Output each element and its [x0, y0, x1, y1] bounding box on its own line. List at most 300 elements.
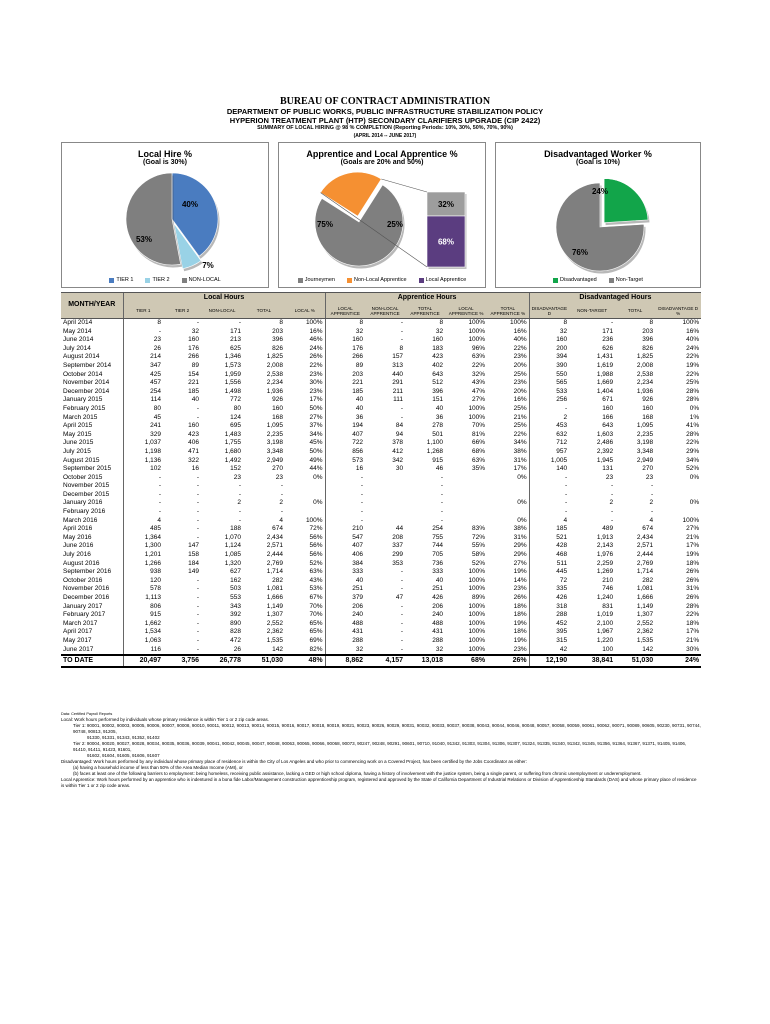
value-cell: 89: [325, 362, 365, 371]
data-label: 32%: [437, 200, 455, 209]
column-header: DISADVANTAGE D: [529, 303, 569, 319]
value-cell: 266: [188, 353, 199, 361]
value-cell: 25%: [513, 404, 527, 412]
value-cell: 1,967: [596, 628, 614, 636]
value-cell: -: [196, 413, 199, 421]
value-cell: 2: [649, 499, 654, 507]
value-cell: 957: [529, 448, 569, 457]
value-cell: 100%: [468, 645, 486, 653]
value-cell: 100%: [305, 319, 323, 326]
table-row: [61, 439, 701, 448]
value-cell: 27%: [309, 413, 323, 421]
value-cell: 152: [230, 465, 241, 473]
value-cell: 406: [325, 551, 365, 560]
month-cell: April 2014: [63, 319, 93, 326]
value-cell: 46: [435, 465, 444, 473]
value-cell: 38,841: [569, 655, 615, 667]
value-cell: 82%: [309, 645, 323, 653]
value-cell: 625: [230, 344, 241, 352]
value-cell: 378: [392, 439, 404, 447]
table-row: [61, 542, 701, 551]
value-cell: 12,190: [529, 655, 569, 667]
value-cell: 200: [529, 345, 569, 354]
value-cell: 744: [432, 542, 444, 550]
value-cell: 240: [432, 611, 444, 619]
table-row: [61, 603, 701, 612]
legend-swatch: [553, 278, 558, 283]
value-cell: [655, 491, 701, 500]
value-cell: 23: [233, 473, 241, 481]
value-cell: [285, 482, 325, 491]
value-cell: 2,234: [266, 379, 283, 387]
value-cell: 674: [272, 525, 283, 533]
value-cell: 2,008: [636, 361, 654, 369]
value-cell: 213: [230, 336, 241, 344]
legend-item: [553, 277, 597, 283]
value-cell: -: [529, 499, 569, 508]
month-cell: January 2015: [63, 396, 103, 404]
value-cell: 632: [529, 431, 569, 440]
column-header: TOTAL: [615, 303, 655, 319]
value-cell: 722: [325, 439, 365, 448]
value-cell: 423: [432, 353, 444, 361]
value-cell: 288: [529, 611, 569, 620]
value-cell: -: [325, 499, 365, 508]
value-cell: 142: [642, 645, 654, 653]
value-cell: 1,666: [266, 594, 283, 601]
legend-item: [109, 277, 133, 283]
value-cell: 48%: [285, 655, 325, 667]
value-cell: 26: [123, 345, 163, 354]
value-cell: 160: [432, 336, 444, 344]
value-cell: 19%: [513, 568, 527, 576]
value-cell: 32: [191, 327, 199, 335]
value-cell: 1,307: [266, 611, 283, 619]
value-cell: 52%: [309, 559, 323, 567]
value-cell: 1,201: [123, 551, 163, 560]
value-cell: 25%: [686, 379, 700, 387]
value-cell: 1,070: [224, 533, 241, 541]
value-cell: 343: [230, 602, 241, 610]
value-cell: 18%: [513, 611, 527, 619]
value-cell: 70%: [472, 422, 486, 430]
month-cell: June 2017: [63, 645, 94, 653]
value-cell: 926: [272, 396, 283, 404]
value-cell: -: [400, 336, 404, 344]
column-header: NON-TARGET: [569, 303, 615, 319]
value-cell: 1,095: [636, 422, 654, 430]
value-cell: 16: [191, 465, 199, 473]
value-cell: [487, 491, 529, 500]
value-cell: 1,573: [224, 361, 241, 369]
value-cell: 0%: [689, 473, 700, 481]
note-tier1-zip-codes: Tier 1: 90001, 90002, 90003, 90005, 90006, 90007, 90008, 90010, 90011, 90012, 90013, 90014, 90015, 90016, 90017, 90018, 90019, 90021, 90023, 90026, 90029, 90031, 90032, 90033, 90037, 90038, 90043, 90044, 90046, 90048, 90057, 90058, 90059, 90061, 90062, 90071, 90089, 90605, 90230, 90731, 90744, 90748, 90813, 91205,: [73, 723, 701, 734]
value-cell: 23%: [513, 379, 527, 387]
value-cell: 31%: [513, 533, 527, 541]
table-row: [61, 353, 701, 362]
value-cell: [445, 491, 487, 500]
value-cell: 2,234: [636, 379, 654, 387]
value-cell: 2,444: [266, 551, 283, 559]
local-hire-chart-panel: [61, 142, 269, 288]
table-row: [61, 474, 701, 483]
value-cell: 2,571: [636, 542, 654, 550]
month-cell: July 2015: [63, 447, 91, 455]
month-cell: October 2016: [63, 576, 103, 584]
value-cell: 68%: [445, 655, 487, 667]
value-cell: 40: [435, 576, 444, 584]
disadvantaged-pie: [496, 167, 700, 277]
value-cell: -: [400, 404, 404, 412]
table-row: [61, 508, 701, 517]
chart-title: Apprentice and Local Apprentice %: [306, 149, 458, 159]
value-cell: 322: [188, 456, 199, 464]
value-cell: 1,095: [266, 422, 283, 430]
value-cell: 29%: [513, 542, 527, 550]
legend-swatch: [347, 278, 352, 283]
value-cell: 1,037: [123, 439, 163, 448]
value-cell: 100%: [510, 319, 527, 326]
value-cell: 1,268: [426, 447, 444, 455]
value-cell: -: [238, 319, 241, 326]
value-cell: 140: [529, 465, 569, 474]
month-cell: December 2016: [63, 594, 110, 601]
value-cell: 210: [325, 525, 365, 534]
value-cell: -: [400, 636, 404, 644]
value-cell: 124: [230, 413, 241, 421]
value-cell: 151: [432, 396, 444, 404]
value-cell: 521: [529, 534, 569, 543]
value-cell: 43%: [472, 379, 486, 387]
value-cell: 28%: [686, 602, 700, 610]
value-cell: 26,778: [201, 655, 243, 667]
table-row: [61, 525, 701, 534]
local-hiring-table: [61, 292, 701, 668]
value-cell: [445, 508, 487, 517]
value-cell: 16%: [513, 327, 527, 335]
table-row: [61, 431, 701, 440]
value-cell: 26%: [686, 576, 700, 584]
value-cell: 221: [325, 379, 365, 388]
value-cell: 736: [432, 559, 444, 567]
value-cell: -: [196, 594, 199, 601]
legend-item: [298, 277, 335, 283]
value-cell: 1,534: [123, 628, 163, 637]
value-cell: 210: [602, 576, 614, 584]
value-cell: 36: [435, 413, 444, 421]
value-cell: 254: [123, 388, 163, 397]
value-cell: 2,444: [636, 551, 654, 559]
value-cell: -: [325, 482, 365, 491]
legend-swatch: [609, 278, 614, 283]
value-cell: 30%: [309, 379, 323, 387]
value-cell: 1,662: [123, 620, 163, 629]
value-cell: 426: [432, 594, 444, 601]
value-cell: -: [610, 508, 614, 516]
column-header: NON-LOCAL APPRENTICE: [365, 303, 405, 319]
value-cell: 16%: [309, 327, 323, 335]
value-cell: 160: [188, 336, 199, 344]
value-cell: 100%: [468, 576, 486, 584]
value-cell: 28%: [686, 396, 700, 404]
table-row: [61, 620, 701, 629]
value-cell: 100%: [468, 628, 486, 636]
value-cell: [487, 508, 529, 517]
value-cell: 1,492: [224, 456, 241, 464]
value-cell: 22%: [513, 344, 527, 352]
value-cell: 251: [432, 585, 444, 593]
value-cell: 337: [392, 542, 404, 550]
value-cell: 2,143: [596, 542, 614, 550]
value-cell: 890: [230, 619, 241, 627]
value-cell: 396: [272, 336, 283, 344]
value-cell: [365, 491, 405, 500]
value-cell: 41%: [686, 422, 700, 430]
value-cell: -: [529, 508, 569, 517]
value-cell: 16: [325, 465, 365, 474]
value-cell: 38%: [513, 525, 527, 533]
value-cell: 208: [392, 533, 404, 541]
legend-label: Disadvantaged: [560, 277, 597, 283]
value-cell: 8,862: [325, 655, 365, 667]
value-cell: 40: [191, 396, 199, 404]
month-cell: March 2016: [63, 516, 98, 524]
value-cell: -: [196, 508, 199, 516]
value-cell: 17%: [686, 628, 700, 636]
value-cell: 471: [188, 447, 199, 455]
value-cell: -: [400, 319, 404, 326]
local-hire-pie: [62, 167, 268, 277]
value-cell: 1,085: [224, 551, 241, 559]
value-cell: 23: [645, 473, 654, 481]
value-cell: 806: [123, 603, 163, 612]
value-cell: 1,666: [636, 594, 654, 601]
value-cell: 3,198: [636, 439, 654, 447]
value-cell: 29%: [513, 551, 527, 559]
value-cell: 4: [279, 516, 283, 524]
value-cell: 8: [649, 319, 654, 326]
value-cell: -: [400, 568, 404, 576]
value-cell: 63%: [472, 353, 486, 361]
value-cell: 72%: [472, 533, 486, 541]
note-disadvantaged-b: (b) faces at least one of the following barriers to employment: being homeless, receiving public assistance, lacking a GED or high school diploma, having a history of involvement with the justice system, being a single parent, or suffering from chronic unemployment or underemployment.: [73, 771, 642, 776]
value-cell: 18%: [513, 628, 527, 636]
table-row: [61, 585, 701, 594]
value-cell: -: [196, 482, 199, 490]
value-cell: 1,005: [529, 457, 569, 466]
value-cell: 3,756: [163, 655, 201, 667]
value-cell: 626: [602, 344, 614, 352]
value-cell: 35%: [472, 465, 486, 473]
value-cell: 100%: [468, 336, 486, 344]
value-cell: 1,556: [224, 379, 241, 387]
value-cell: 452: [529, 620, 569, 629]
table-row: [61, 637, 701, 646]
table-row: [61, 379, 701, 388]
value-cell: [365, 508, 405, 517]
value-cell: -: [196, 473, 199, 481]
value-cell: 533: [529, 388, 569, 397]
value-cell: 63%: [472, 456, 486, 464]
value-cell: 40%: [686, 336, 700, 344]
value-cell: 20%: [513, 387, 527, 395]
value-cell: 3,348: [636, 447, 654, 455]
legend-label: Non-Local Apprentice: [354, 277, 407, 283]
value-cell: 565: [529, 379, 569, 388]
value-cell: 1,535: [266, 636, 283, 644]
value-cell: 22%: [472, 361, 486, 369]
value-cell: 44: [395, 525, 404, 533]
value-cell: [365, 474, 405, 483]
value-cell: 100%: [305, 516, 323, 524]
table-row: [61, 499, 701, 508]
value-cell: 0%: [689, 404, 700, 412]
value-cell: 2,392: [596, 447, 614, 455]
disadvantaged-hours-group-header: Disadvantaged Hours: [529, 293, 701, 304]
value-cell: -: [650, 508, 654, 516]
value-cell: 2: [609, 499, 614, 507]
value-cell: 89%: [472, 594, 486, 601]
value-cell: 100%: [682, 319, 700, 326]
value-cell: 16%: [513, 396, 527, 404]
value-cell: 1%: [689, 413, 700, 421]
value-cell: 45: [123, 414, 163, 423]
table-row: [61, 414, 701, 423]
legend-label: Journeymen: [304, 277, 335, 283]
value-cell: -: [238, 490, 241, 498]
value-cell: -: [400, 585, 404, 593]
value-cell: 1,714: [266, 568, 283, 576]
value-cell: 120: [123, 577, 163, 586]
month-cell: November 2014: [63, 379, 110, 387]
value-cell: 0%: [517, 516, 527, 524]
value-cell: 1,535: [636, 636, 654, 644]
value-cell: 3,198: [266, 439, 283, 447]
value-cell: 915: [123, 611, 163, 620]
value-cell: 184: [188, 559, 199, 567]
value-cell: 394: [529, 353, 569, 362]
value-cell: [445, 517, 487, 526]
value-cell: 149: [188, 568, 199, 576]
value-cell: 22%: [686, 439, 700, 447]
value-cell: 392: [230, 611, 241, 619]
note-tier2-zip-codes-cont: 91602, 91604, 91605, 91606, 91607: [87, 753, 160, 758]
value-cell: 251: [325, 585, 365, 594]
value-cell: [445, 499, 487, 508]
value-cell: 44%: [309, 465, 323, 473]
value-cell: 407: [325, 542, 365, 551]
table-row: [61, 328, 701, 337]
value-cell: 353: [392, 559, 404, 567]
value-cell: 100%: [468, 619, 486, 627]
value-cell: 214: [123, 353, 163, 362]
value-cell: 203: [272, 327, 283, 335]
value-cell: 67%: [309, 594, 323, 601]
column-header: TOTAL APPRENTICE: [405, 303, 445, 319]
value-cell: 31%: [686, 585, 700, 593]
value-cell: 30: [395, 465, 404, 473]
value-cell: -: [440, 473, 444, 481]
table-row: [61, 568, 701, 577]
value-cell: -: [196, 636, 199, 644]
value-cell: 31%: [513, 456, 527, 464]
value-cell: 2,552: [266, 619, 283, 627]
table-row: [61, 457, 701, 466]
value-cell: 22%: [309, 361, 323, 369]
value-cell: -: [400, 645, 404, 653]
table-row: [61, 646, 701, 656]
value-cell: 1,825: [266, 353, 283, 361]
column-header: LOCAL %: [285, 303, 325, 319]
value-cell: -: [529, 405, 569, 414]
value-cell: 168: [642, 413, 654, 421]
month-cell: May 2017: [63, 636, 92, 644]
value-cell: 425: [123, 371, 163, 380]
value-cell: 100%: [468, 602, 486, 610]
value-cell: 1,063: [123, 637, 163, 646]
value-cell: 131: [602, 465, 614, 473]
value-cell: -: [196, 319, 199, 326]
value-cell: 1,825: [636, 353, 654, 361]
value-cell: 18%: [686, 619, 700, 627]
table-row: [61, 517, 701, 526]
value-cell: -: [400, 576, 404, 584]
value-cell: 488: [432, 619, 444, 627]
value-cell: 627: [230, 568, 241, 576]
value-cell: 643: [602, 422, 614, 430]
value-cell: -: [196, 619, 199, 627]
value-cell: 453: [529, 422, 569, 431]
value-cell: -: [400, 327, 404, 335]
value-cell: 270: [272, 465, 283, 473]
value-cell: 4: [529, 517, 569, 526]
value-cell: -: [440, 499, 444, 507]
value-cell: -: [400, 611, 404, 619]
value-cell: 333: [325, 568, 365, 577]
note-local-apprentice-definition: Local Apprentice: Work hours performed by an apprentice who is indentured in a bona fide Labor/Management construction apprenticeship program, registered and approved by the State of California Department of Industrial Relations or Division of Apprenticeship Standards (DAS) and whose primary place of residence is within Tier 1 or 2 zip code areas.: [61, 777, 697, 788]
column-header: TIER 2: [163, 303, 201, 319]
value-cell: 18%: [686, 559, 700, 567]
value-cell: -: [400, 619, 404, 627]
value-cell: 1,755: [224, 439, 241, 447]
value-cell: 2,949: [266, 456, 283, 464]
value-cell: 111: [393, 396, 404, 404]
value-cell: -: [196, 611, 199, 619]
legend-swatch: [182, 278, 187, 283]
value-cell: -: [196, 533, 199, 541]
value-cell: -: [238, 482, 241, 490]
value-cell: -: [650, 482, 654, 490]
value-cell: 2,949: [636, 456, 654, 464]
value-cell: 100%: [468, 636, 486, 644]
value-cell: 22%: [686, 370, 700, 378]
value-cell: 282: [272, 576, 283, 584]
data-label: 40%: [181, 200, 199, 209]
value-cell: 1,483: [224, 430, 241, 438]
value-cell: 100%: [468, 585, 486, 593]
value-cell: 160: [529, 336, 569, 345]
value-cell: 407: [325, 431, 365, 440]
month-cell: February 2015: [63, 404, 106, 412]
value-cell: 34%: [686, 456, 700, 464]
value-cell: [445, 474, 487, 483]
month-cell: January 2016: [63, 499, 103, 507]
value-cell: 80: [123, 405, 163, 414]
value-cell: 47%: [472, 387, 486, 395]
value-cell: 488: [325, 620, 365, 629]
value-cell: 50%: [309, 404, 323, 412]
value-cell: 573: [325, 457, 365, 466]
